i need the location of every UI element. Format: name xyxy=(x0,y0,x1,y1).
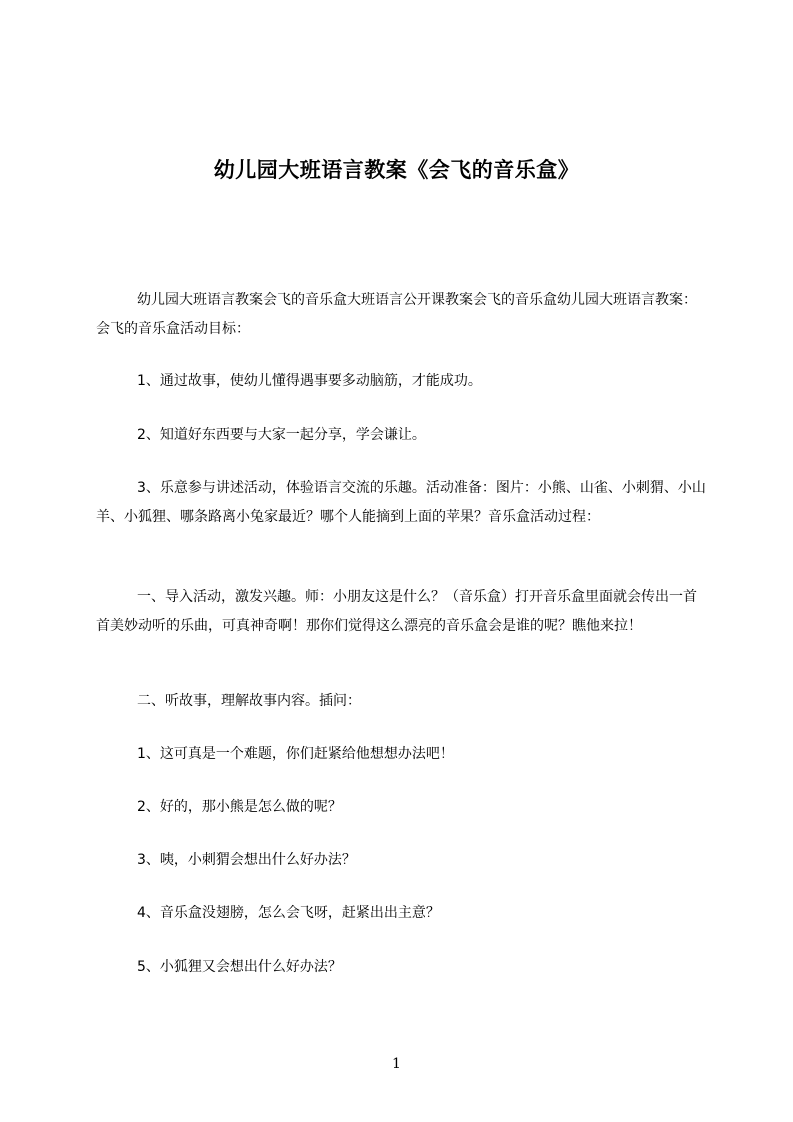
paragraph-step-1: 一、导入活动，激发兴趣。师：小朋友这是什么？（音乐盒）打开音乐盒里面就会传出一首首美妙动听的乐曲，可真神奇啊！那你们觉得这么漂亮的音乐盒会是谁的呢？瞧他来拉！ xyxy=(96,589,697,634)
paragraph-intro: 幼儿园大班语言教案会飞的音乐盒大班语言公开课教案会飞的音乐盒幼儿园大班语言教案：会飞的音乐盒活动目标： xyxy=(96,292,697,337)
paragraph-goal-3: 3、乐意参与讲述活动，体验语言交流的乐趣。活动准备：图片：小熊、山雀、小刺猬、小山羊、小狐狸、哪条路离小兔家最近？哪个人能摘到上面的苹果？音乐盒活动过程： xyxy=(96,480,706,525)
paragraph-question-3: 3、咦，小刺猬会想出什么好办法？ xyxy=(137,852,356,868)
document-title: 幼儿园大班语言教案《会飞的音乐盒》 xyxy=(213,158,580,183)
paragraph-goal-1: 1、通过故事，使幼儿懂得遇事要多动脑筋，才能成功。 xyxy=(137,373,482,389)
paragraph-question-4: 4、音乐盒没翅膀，怎么会飞呀，赶紧出出主意？ xyxy=(137,905,440,921)
paragraph-goal-2: 2、知道好东西要与大家一起分享，学会谦让。 xyxy=(137,427,426,443)
paragraph-question-2: 2、好的，那小熊是怎么做的呢？ xyxy=(137,799,342,815)
paragraph-question-5: 5、小狐狸又会想出什么好办法？ xyxy=(137,959,342,975)
paragraph-step-2: 二、听故事，理解故事内容。插问： xyxy=(137,693,361,709)
page-number: 1 xyxy=(392,1056,401,1072)
paragraph-question-1: 1、这可真是一个难题，你们赶紧给他想想办法吧！ xyxy=(137,746,454,762)
